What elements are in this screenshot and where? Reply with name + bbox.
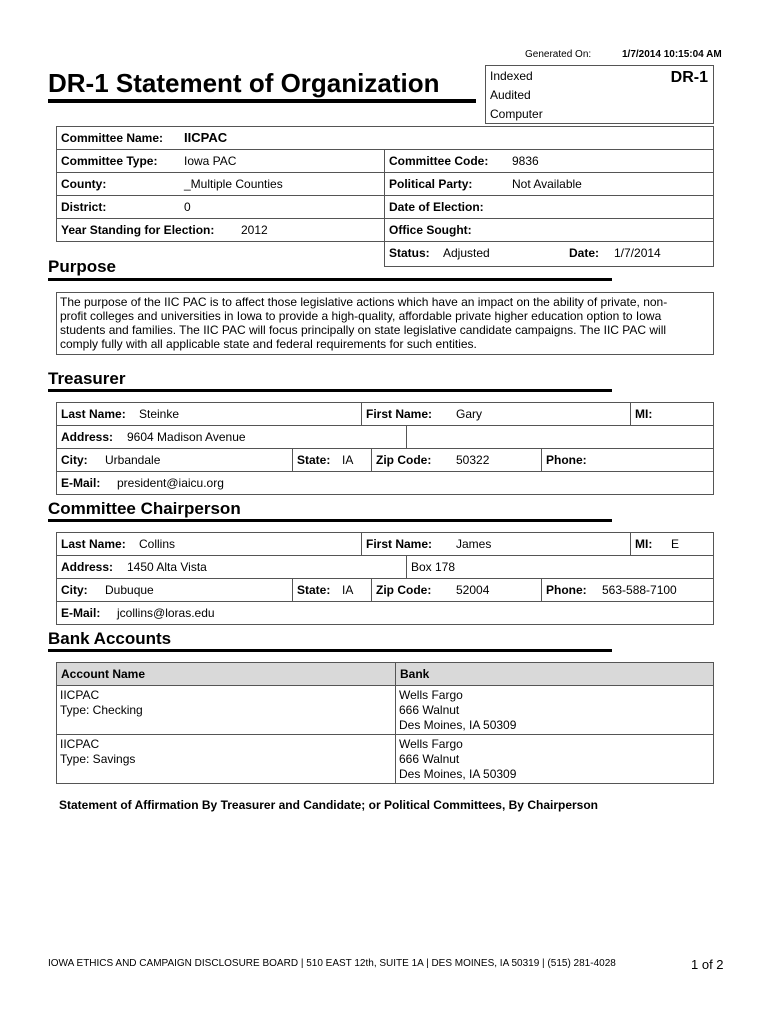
purpose-line-1: The purpose of the IIC PAC is to affect those legislative actions which have an impact on the ability of private, non- [60, 295, 668, 309]
treasurer-city-value: Urbandale [105, 453, 161, 467]
bank-row-2-account-type: Type: Savings [60, 752, 136, 766]
treasurer-heading: Treasurer [48, 369, 126, 388]
party-cell [384, 172, 714, 196]
chair-address-cell [56, 555, 407, 579]
committee-type-label: Committee Type: [61, 154, 158, 168]
treasurer-zip-cell [371, 448, 542, 472]
bank-col-bank-header [395, 662, 714, 686]
bank-row-2-bank-street: 666 Walnut [399, 752, 460, 766]
district-label: District: [61, 200, 107, 214]
chair-address-label: Address: [61, 560, 114, 574]
year-value: 2012 [241, 223, 268, 237]
committee-name-label: Committee Name: [61, 131, 164, 145]
committee-code-cell [384, 149, 714, 173]
committee-code-value: 9836 [512, 154, 539, 168]
bank-underline [48, 649, 612, 652]
purpose-heading: Purpose [48, 257, 117, 276]
treasurer-zip-value: 50322 [456, 453, 490, 467]
chair-first-name-value: James [456, 537, 492, 551]
bank-heading: Bank Accounts [48, 629, 172, 648]
bank-row-2-bank-city: Des Moines, IA 50309 [399, 767, 517, 781]
committee-type-value: Iowa PAC [184, 154, 237, 168]
form-code: DR-1 [670, 69, 708, 86]
district-value: 0 [184, 200, 191, 214]
purpose-line-3: students and families. The IIC PAC will focus principally on state legislative candidate campaigns. The IIC PAC will [60, 323, 667, 337]
committee-code-label: Committee Code: [389, 154, 489, 168]
treasurer-first-name-cell [361, 402, 631, 426]
status-computer: Computer [490, 107, 543, 121]
status-label: Status: [389, 246, 430, 260]
treasurer-address2-cell [406, 425, 714, 449]
bank-row-1-bank-cell [395, 685, 714, 735]
chair-phone-value: 563-588-7100 [602, 583, 677, 597]
treasurer-last-name-value: Steinke [139, 407, 180, 421]
status-indexed: Indexed [490, 69, 533, 83]
treasurer-email-label: E-Mail: [61, 476, 101, 490]
chair-city-value: Dubuque [105, 583, 154, 597]
treasurer-phone-cell [541, 448, 714, 472]
purpose-line-2: profit colleges and universities in Iowa to provide a high-quality, affordable private higher education option to Iowa [60, 309, 662, 323]
party-label: Political Party: [389, 177, 473, 191]
purpose-underline [48, 278, 612, 281]
footer-address: IOWA ETHICS AND CAMPAIGN DISCLOSURE BOARD | 510 EAST 12th, SUITE 1A | DES MOINES, IA 50319 | (515) 281-4028 [48, 958, 616, 969]
chairperson-heading: Committee Chairperson [48, 499, 241, 518]
treasurer-underline [48, 389, 612, 392]
county-value: _Multiple Counties [184, 177, 283, 191]
party-value: Not Available [512, 177, 582, 191]
bank-col-account-header [56, 662, 396, 686]
district-cell [56, 195, 385, 219]
chair-address-value: 1450 Alta Vista [127, 560, 207, 574]
election-date-label: Date of Election: [389, 200, 484, 214]
chair-phone-label: Phone: [546, 583, 587, 597]
chair-email-cell [56, 601, 714, 625]
bank-row-2-account-name: IICPAC [60, 737, 100, 751]
bank-row-1-account-type: Type: Checking [60, 703, 143, 717]
treasurer-phone-label: Phone: [546, 453, 587, 467]
chair-last-name-cell [56, 532, 362, 556]
bank-col-bank-label: Bank [400, 667, 430, 681]
bank-row-1-account-cell [56, 685, 396, 735]
treasurer-address-value: 9604 Madison Avenue [127, 430, 246, 444]
title-underline [48, 99, 476, 103]
office-cell [384, 218, 714, 242]
chair-state-value: IA [342, 583, 354, 597]
bank-row-2-bank-name: Wells Fargo [399, 737, 463, 751]
treasurer-state-label: State: [297, 453, 331, 467]
committee-name-value: IICPAC [184, 130, 228, 145]
bank-row-2-bank-cell [395, 734, 714, 784]
chair-zip-value: 52004 [456, 583, 490, 597]
treasurer-zip-label: Zip Code: [376, 453, 432, 467]
treasurer-state-cell [292, 448, 372, 472]
status-value: Adjusted [443, 246, 490, 260]
chair-state-cell [292, 578, 372, 602]
chair-phone-cell [541, 578, 714, 602]
status-audited: Audited [490, 88, 531, 102]
bank-col-account-label: Account Name [61, 667, 146, 681]
chair-address2-value: Box 178 [411, 560, 456, 574]
status-box [485, 65, 714, 124]
year-cell [56, 218, 385, 242]
chair-mi-cell [630, 532, 714, 556]
county-cell [56, 172, 385, 196]
chair-last-name-value: Collins [139, 537, 176, 551]
chair-mi-value: E [671, 537, 680, 551]
chairperson-underline [48, 519, 612, 522]
bank-row-1-bank-street: 666 Walnut [399, 703, 460, 717]
purpose-line-4: comply fully with all applicable state and federal requirements for such entities. [60, 337, 477, 351]
bank-row-1-account-name: IICPAC [60, 688, 100, 702]
treasurer-address-cell [56, 425, 407, 449]
treasurer-state-value: IA [342, 453, 354, 467]
year-label: Year Standing for Election: [61, 223, 215, 237]
chair-city-cell [56, 578, 293, 602]
chair-email-label: E-Mail: [61, 606, 101, 620]
treasurer-mi-label: MI: [635, 407, 653, 421]
treasurer-city-cell [56, 448, 293, 472]
chair-address2-cell [406, 555, 714, 579]
purpose-box [56, 292, 714, 355]
office-label: Office Sought: [389, 223, 472, 237]
election-date-cell [384, 195, 714, 219]
bank-row-1-bank-name: Wells Fargo [399, 688, 463, 702]
chair-first-name-label: First Name: [366, 537, 433, 551]
chair-zip-label: Zip Code: [376, 583, 432, 597]
chair-city-label: City: [61, 583, 88, 597]
status-date-label: Date: [569, 246, 600, 260]
treasurer-first-name-label: First Name: [366, 407, 433, 421]
committee-type-cell [56, 149, 385, 173]
county-label: County: [61, 177, 107, 191]
treasurer-mi-cell [630, 402, 714, 426]
treasurer-email-value: president@iaicu.org [117, 476, 224, 490]
chair-email-value: jcollins@loras.edu [117, 606, 215, 620]
treasurer-email-cell [56, 471, 714, 495]
treasurer-first-name-value: Gary [456, 407, 483, 421]
generated-label: Generated On: [525, 49, 592, 60]
chair-zip-cell [371, 578, 542, 602]
page-number: 1 of 2 [691, 957, 724, 972]
treasurer-city-label: City: [61, 453, 88, 467]
treasurer-address-label: Address: [61, 430, 114, 444]
chair-last-name-label: Last Name: [61, 537, 126, 551]
bank-row-1-bank-city: Des Moines, IA 50309 [399, 718, 517, 732]
treasurer-last-name-cell [56, 402, 362, 426]
affirmation-statement: Statement of Affirmation By Treasurer and Candidate; or Political Committees, By Chairperson [59, 798, 598, 812]
page-title: DR-1 Statement of Organization [48, 68, 440, 98]
status-cell [384, 241, 714, 267]
bank-row-2-account-cell [56, 734, 396, 784]
committee-name-row [56, 126, 714, 150]
chair-mi-label: MI: [635, 537, 653, 551]
chair-first-name-cell [361, 532, 631, 556]
chair-state-label: State: [297, 583, 331, 597]
generated-value: 1/7/2014 10:15:04 AM [622, 49, 722, 60]
treasurer-last-name-label: Last Name: [61, 407, 126, 421]
status-date-value: 1/7/2014 [614, 246, 661, 260]
